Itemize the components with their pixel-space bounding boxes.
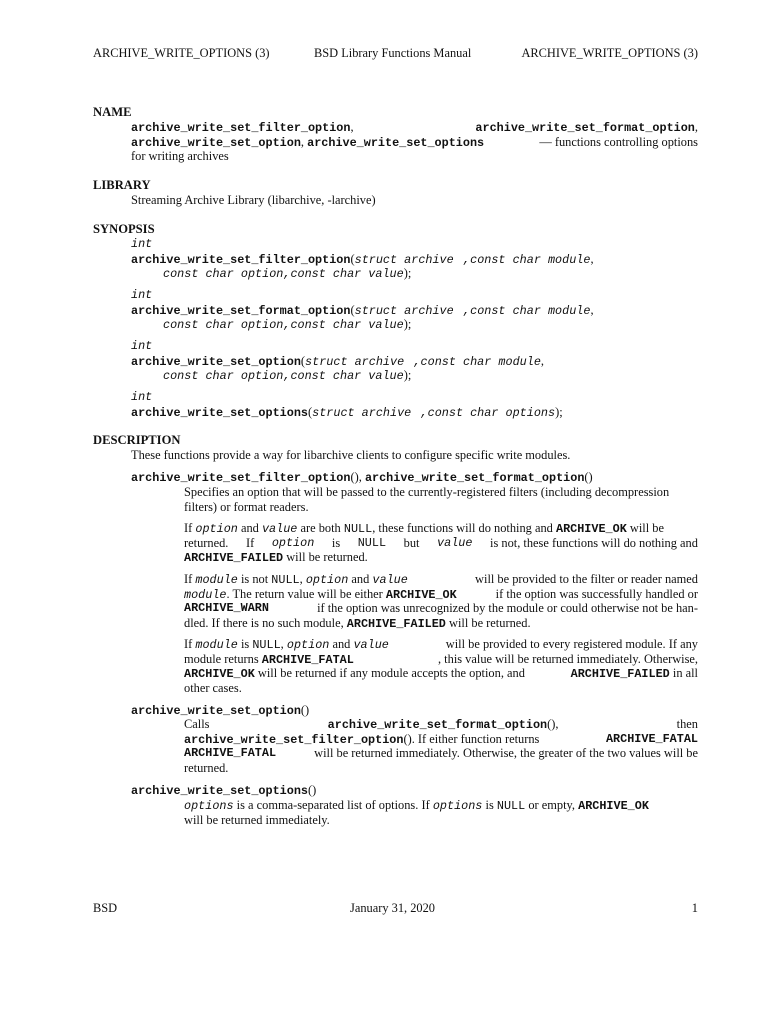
item-head-set-option: archive_write_set_option()	[131, 703, 310, 718]
synopsis-set-options: archive_write_set_options(struct archive ,const char options);	[131, 405, 563, 420]
item2-paragraph: Calls archive_write_set_format_option(), then archive_write_set_filter_option(). If either function returns ARCHIVE_FATAL ARCHIVE_FATAL will be returned immediately. Otherwise, the greater of the two values will be returned.	[184, 717, 698, 775]
synopsis-format-option-args: const char option,const char value);	[163, 317, 412, 332]
page-footer	[93, 901, 698, 917]
synopsis-return-type: int	[131, 390, 153, 404]
synopsis-return-type: int	[131, 237, 153, 251]
section-heading-description: DESCRIPTION	[93, 433, 181, 447]
synopsis-set-option-args: const char option,const char value);	[163, 368, 412, 383]
library-text: Streaming Archive Library (libarchive, -larchive)	[131, 193, 376, 207]
section-heading-library: LIBRARY	[93, 178, 151, 192]
synopsis-return-type: int	[131, 288, 153, 302]
header-right: ARCHIVE_WRITE_OPTIONS (3)	[521, 46, 698, 60]
item3-paragraph: options is a comma-separated list of options. If options is NULL or empty, ARCHIVE_OK will be returned immediately.	[184, 798, 649, 827]
name-description-1: — functions controlling options	[539, 135, 698, 149]
header-center: BSD Library Functions Manual	[314, 46, 472, 60]
synopsis-filter-option: archive_write_set_filter_option(struct archive ,const char module,	[131, 252, 594, 267]
fn-format-option: archive_write_set_format_option	[475, 121, 695, 135]
page-number: 1	[691, 901, 698, 915]
synopsis-format-option: archive_write_set_format_option(struct archive ,const char module,	[131, 303, 594, 318]
fn-filter-option: archive_write_set_filter_option	[131, 121, 351, 135]
name-line-1: archive_write_set_filter_option, archive_write_set_format_option,	[131, 120, 698, 135]
item-head-filter-format-option: archive_write_set_filter_option(), archive_write_set_format_option()	[131, 470, 593, 485]
name-line-2: archive_write_set_option, archive_write_set_options — functions controlling options	[131, 135, 698, 150]
synopsis-return-type: int	[131, 339, 153, 353]
footer-left: BSD	[93, 901, 118, 915]
fn-set-options: archive_write_set_options	[307, 136, 485, 150]
item1-paragraph-2: If option and value are both NULL, these functions will do nothing and ARCHIVE_OK will be returned. If option is NULL but value is not, these functions will do nothing and ARCHIVE_FAILED will be returned.	[184, 521, 698, 566]
section-heading-synopsis: SYNOPSIS	[93, 222, 155, 236]
description-intro: These functions provide a way for libarchive clients to configure specific write modules.	[131, 448, 571, 462]
synopsis-set-option: archive_write_set_option(struct archive ,const char module,	[131, 354, 545, 369]
name-description-2: for writing archives	[131, 149, 229, 163]
synopsis-filter-option-args: const char option,const char value);	[163, 266, 412, 281]
item1-paragraph-4: If module is NULL, option and value will be provided to every registered module. If any module returns ARCHIVE_FATAL , this value will be returned immediately. Otherwise, ARCHIVE_OK will be returned if any module accepts the option, and ARCHIVE_FAILED in all other cases.	[184, 637, 698, 695]
item1-paragraph-1: Specifies an option that will be passed to the currently-registered filters (including decompression filters) or format readers.	[184, 485, 670, 514]
section-heading-name: NAME	[93, 105, 132, 119]
item1-paragraph-3: If module is not NULL, option and value will be provided to the filter or reader named module. The return value will be either ARCHIVE_OK if the option was successfully handled or ARCHIVE_WARN if the option was unrecognized by the module or could otherwise not be han- dled. If there is no such module, ARCHIVE_FAILED will be returned.	[184, 572, 698, 631]
footer-date: January 31, 2020	[350, 901, 435, 915]
fn-set-option: archive_write_set_option	[131, 136, 301, 150]
page-header	[93, 46, 698, 62]
header-left: ARCHIVE_WRITE_OPTIONS (3)	[93, 46, 270, 60]
item-head-set-options: archive_write_set_options()	[131, 783, 317, 798]
